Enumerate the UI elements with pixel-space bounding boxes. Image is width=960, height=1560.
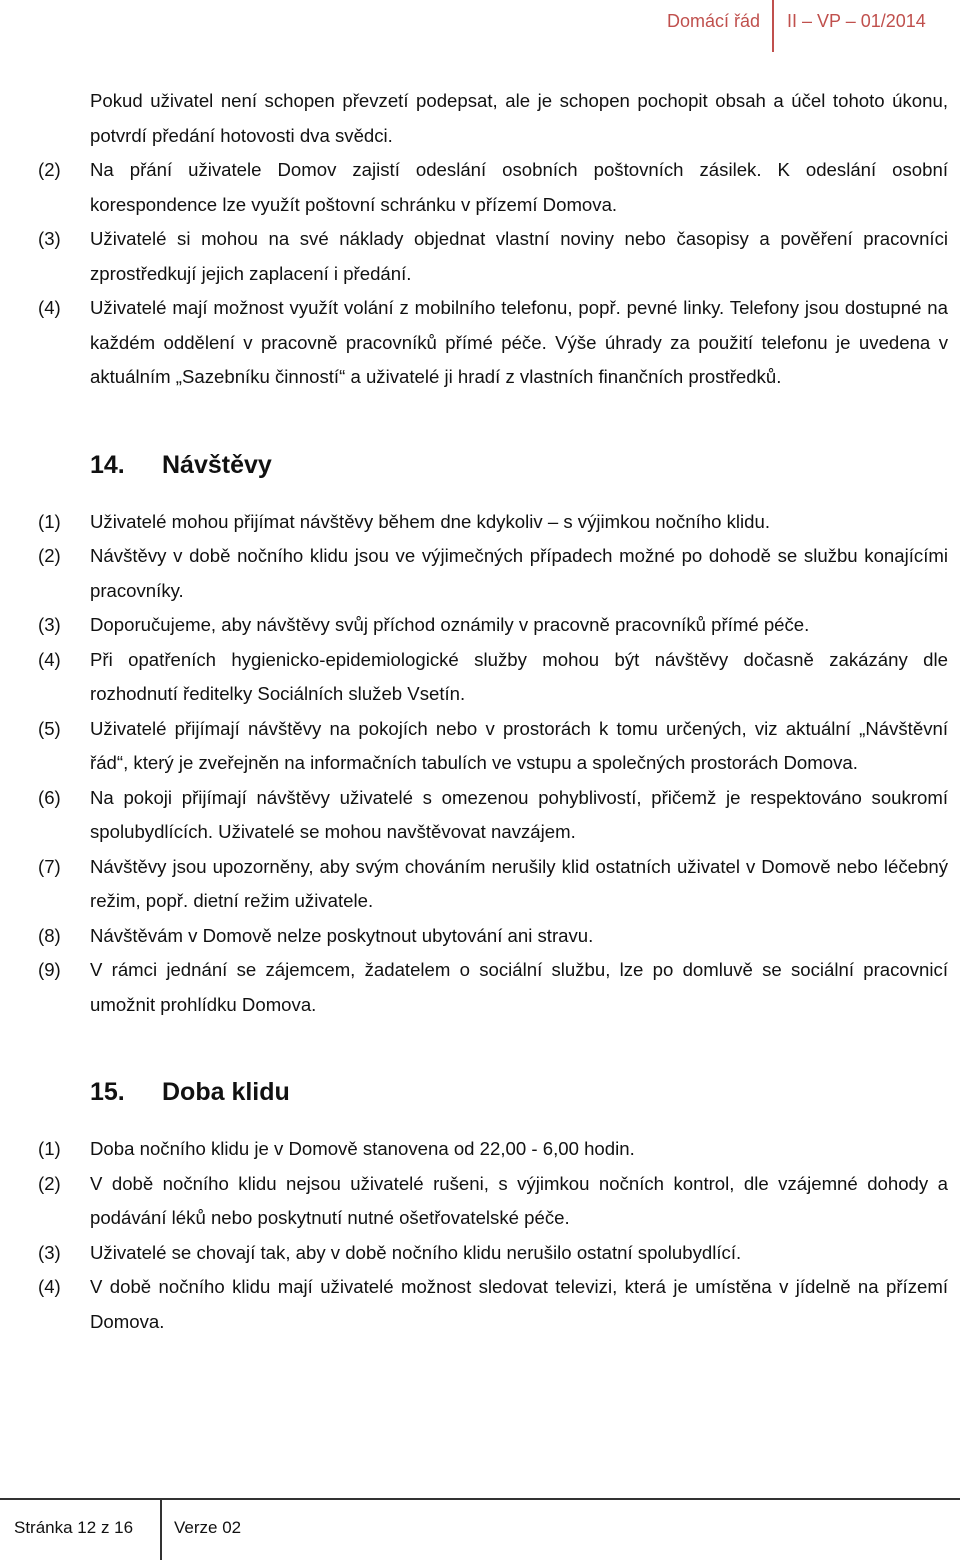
list-item	[38, 643, 948, 712]
item-number: (2)	[38, 159, 61, 180]
header-title: Domácí řád	[666, 11, 760, 31]
list-item	[38, 953, 948, 1022]
item-number: (8)	[38, 924, 61, 946]
list-item	[38, 1270, 948, 1339]
item-text: Doporučujeme, aby návštěvy svůj příchod oznámily v pracovně pracovníků přímé péče.	[90, 614, 810, 635]
item-text: Návštěvám v Domově nelze poskytnout ubytování ani stravu.	[90, 924, 594, 946]
list-item	[38, 781, 948, 850]
item-number: (3)	[38, 614, 61, 635]
item-text: Na přání uživatele Domov zajistí odeslání osobních poštovních zásilek. K odeslání osobní korespondence lze využít poštovní schránku v přízemí Domova.	[90, 159, 948, 215]
item-number: (1)	[38, 1138, 61, 1159]
item-text: Uživatelé se chovají tak, aby v době nočního klidu nerušilo ostatní spolubydlící.	[90, 1241, 742, 1263]
item-number: (5)	[38, 717, 61, 739]
item-number: (3)	[38, 1241, 61, 1263]
list-item	[38, 153, 948, 222]
item-text: V rámci jednání se zájemcem, žadatelem o sociální službu, lze po domluvě se sociální pracovnicí umožnit prohlídku Domova.	[90, 959, 948, 1015]
item-number: (6)	[38, 786, 61, 808]
item-text: Při opatřeních hygienicko-epidemiologické služby mohou být návštěvy dočasně zakázány dle rozhodnutí ředitelky Sociálních služeb Vsetín.	[90, 648, 948, 704]
page-footer	[0, 1498, 960, 1560]
item-number: (2)	[38, 545, 61, 566]
item-number: (4)	[38, 297, 61, 318]
section-title: Návštěvy	[162, 450, 272, 479]
list-item	[38, 1236, 948, 1271]
item-text: Uživatelé mají možnost využít volání z mobilního telefonu, popř. pevné linky. Telefony jsou dostupné na každém oddělení v pracovně pracovníků přímé péče. Výše úhrady za použití telefonu je uvedena v aktuálním „Sazebníku činností“ a uživatelé ji hradí z vlastních finančních prostředků.	[90, 297, 948, 387]
item-text: Na pokoji přijímají návštěvy uživatelé s omezenou pohyblivostí, přičemž je respektováno soukromí spolubydlících. Uživatelé se mohou navštěvovat navzájem.	[90, 786, 948, 842]
footer-rule	[0, 1498, 960, 1500]
item-number: (4)	[38, 1276, 61, 1297]
item-text: Uživatelé přijímají návštěvy na pokojích nebo v prostorách k tomu určených, viz aktuální „Návštěvní řád“, který je zveřejněn na informačních tabulích ve vstupu a společných prostorách Domova.	[90, 717, 948, 773]
item-text: V době nočního klidu nejsou uživatelé rušeni, s výjimkou nočních kontrol, dle vzájemné dohody a podávání léků nebo poskytnutí nutné ošetřovatelské péče.	[90, 1172, 948, 1228]
item-text: Návštěvy jsou upozorněny, aby svým chováním nerušily klid ostatních uživatel v Domově nebo léčebný režim, popř. dietní režim uživatele.	[90, 855, 948, 911]
section-title: Doba klidu	[162, 1078, 290, 1106]
list-item	[38, 1132, 948, 1167]
version-label: Verze 02	[174, 1518, 242, 1537]
footer-divider	[160, 1498, 162, 1560]
list-item	[38, 1167, 948, 1236]
section-number: 15.	[90, 1078, 125, 1106]
page-number: Stránka 12 z 16	[14, 1518, 134, 1537]
section-number: 14.	[90, 450, 125, 479]
item-number: (4)	[38, 648, 61, 670]
intro-continuation: Pokud uživatel není schopen převzetí podepsat, ale je schopen pochopit obsah a účel tohoto úkonu, potvrdí předání hotovosti dva svědci.	[90, 90, 948, 146]
item-text: V době nočního klidu mají uživatelé možnost sledovat televizi, která je umístěna v jídelně na přízemí Domova.	[90, 1276, 948, 1332]
list-item	[38, 539, 948, 608]
section-heading-quiet-time	[90, 1074, 948, 1110]
item-number: (2)	[38, 1172, 61, 1194]
list-item	[38, 505, 948, 540]
item-text: Návštěvy v době nočního klidu jsou ve výjimečných případech možné po dohodě se službu konajícími pracovníky.	[90, 545, 948, 601]
list-item	[38, 850, 948, 919]
page-header	[0, 0, 960, 44]
item-text: Uživatelé mohou přijímat návštěvy během dne kdykoliv – s výjimkou nočního klidu.	[90, 510, 771, 532]
list-item	[38, 608, 948, 643]
item-text: Doba nočního klidu je v Domově stanovena od 22,00 - 6,00 hodin.	[90, 1138, 635, 1159]
list-item	[38, 919, 948, 954]
item-number: (7)	[38, 855, 61, 877]
list-item	[38, 291, 948, 395]
section-heading-visits	[90, 447, 948, 483]
item-number: (9)	[38, 959, 61, 980]
document-body	[38, 84, 948, 1339]
item-number: (3)	[38, 228, 61, 249]
list-item	[38, 712, 948, 781]
header-divider	[772, 0, 774, 52]
item-number: (1)	[38, 510, 61, 532]
item-text: Uživatelé si mohou na své náklady objednat vlastní noviny nebo časopisy a pověření pracovníci zprostředkují jejich zaplacení i předání.	[90, 228, 948, 284]
header-doc-id: II – VP – 01/2014	[787, 11, 926, 31]
list-item	[38, 222, 948, 291]
